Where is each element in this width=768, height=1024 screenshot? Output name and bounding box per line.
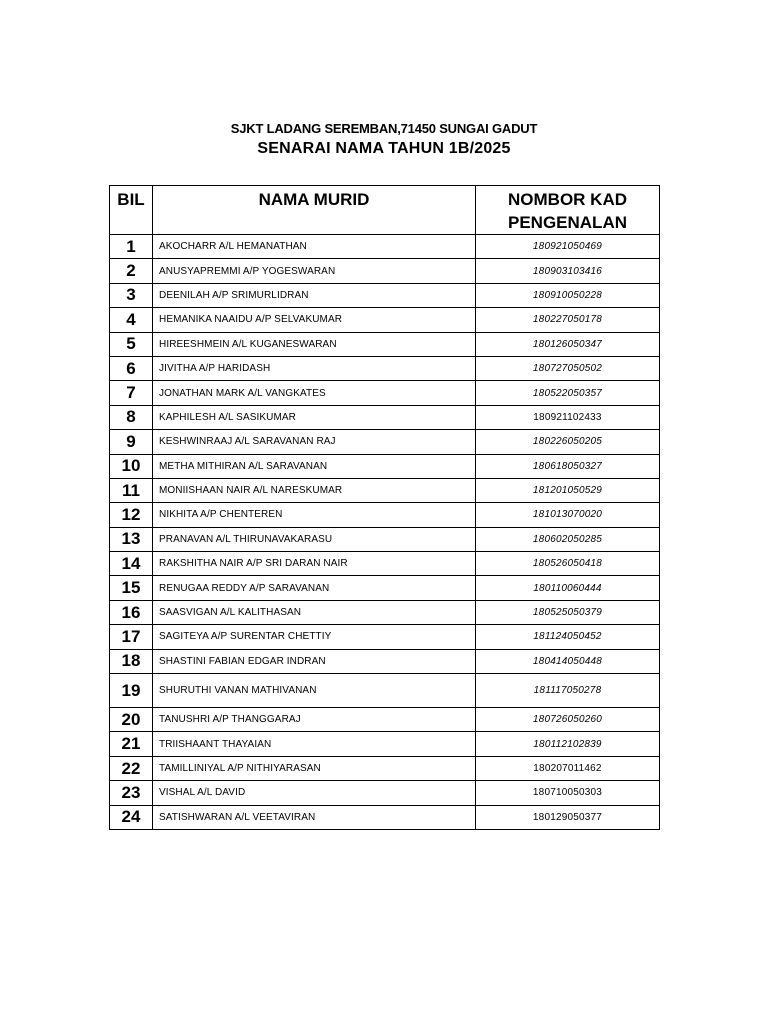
school-address: SJKT LADANG SEREMBAN,71450 SUNGAI GADUT: [230, 121, 538, 136]
row-number: 1: [110, 235, 153, 259]
ic-number: 180726050260: [476, 708, 660, 732]
student-name: SHURUTHI VANAN MATHIVANAN: [153, 674, 476, 708]
student-name: HEMANIKA NAAIDU A/P SELVAKUMAR: [153, 308, 476, 332]
row-number: 13: [110, 527, 153, 551]
table-row: [110, 503, 660, 527]
table-row: [110, 283, 660, 307]
column-header-name: NAMA MURID: [153, 186, 476, 235]
row-number: 22: [110, 756, 153, 780]
student-name: SAGITEYA A/P SURENTAR CHETTIY: [153, 625, 476, 649]
table-row: [110, 430, 660, 454]
row-number: 16: [110, 600, 153, 624]
table-row: [110, 356, 660, 380]
student-name: KESHWINRAAJ A/L SARAVANAN RAJ: [153, 430, 476, 454]
student-table: [109, 185, 660, 830]
row-number: 7: [110, 381, 153, 405]
row-number: 10: [110, 454, 153, 478]
student-name: SATISHWARAN A/L VEETAVIRAN: [153, 805, 476, 829]
ic-number: 180126050347: [476, 332, 660, 356]
student-name: NIKHITA A/P CHENTEREN: [153, 503, 476, 527]
student-name: HIREESHMEIN A/L KUGANESWARAN: [153, 332, 476, 356]
row-number: 15: [110, 576, 153, 600]
ic-number: 180525050379: [476, 600, 660, 624]
student-name: KAPHILESH A/L SASIKUMAR: [153, 405, 476, 429]
student-name: JIVITHA A/P HARIDASH: [153, 356, 476, 380]
table-row: [110, 625, 660, 649]
table-row: [110, 332, 660, 356]
student-name: PRANAVAN A/L THIRUNAVAKARASU: [153, 527, 476, 551]
ic-number: 180921102433: [476, 405, 660, 429]
table-row: [110, 576, 660, 600]
row-number: 4: [110, 308, 153, 332]
ic-number: 180602050285: [476, 527, 660, 551]
table-row: [110, 381, 660, 405]
student-name: SHASTINI FABIAN EDGAR INDRAN: [153, 649, 476, 673]
student-name: TRIISHAANT THAYAIAN: [153, 732, 476, 756]
table-header-row: [110, 186, 660, 235]
table-row: [110, 552, 660, 576]
row-number: 5: [110, 332, 153, 356]
ic-number: 181201050529: [476, 478, 660, 502]
table-row: [110, 805, 660, 829]
table-row: [110, 235, 660, 259]
student-name: RENUGAA REDDY A/P SARAVANAN: [153, 576, 476, 600]
ic-number: 181117050278: [476, 674, 660, 708]
row-number: 3: [110, 283, 153, 307]
row-number: 18: [110, 649, 153, 673]
ic-number: 180227050178: [476, 308, 660, 332]
student-name: VISHAL A/L DAVID: [153, 781, 476, 805]
ic-number: 180921050469: [476, 235, 660, 259]
ic-number: 181013070020: [476, 503, 660, 527]
row-number: 21: [110, 732, 153, 756]
ic-number: 180129050377: [476, 805, 660, 829]
ic-number: 180903103416: [476, 259, 660, 283]
row-number: 12: [110, 503, 153, 527]
student-name: AKOCHARR A/L HEMANATHAN: [153, 235, 476, 259]
table-row: [110, 259, 660, 283]
ic-number: 180910050228: [476, 283, 660, 307]
ic-number: 180522050357: [476, 381, 660, 405]
student-name: RAKSHITHA NAIR A/P SRI DARAN NAIR: [153, 552, 476, 576]
table-row: [110, 454, 660, 478]
ic-number: 180207011462: [476, 756, 660, 780]
ic-number: 180112102839: [476, 732, 660, 756]
table-row: [110, 600, 660, 624]
student-name: JONATHAN MARK A/L VANGKATES: [153, 381, 476, 405]
student-name: METHA MITHIRAN A/L SARAVANAN: [153, 454, 476, 478]
row-number: 24: [110, 805, 153, 829]
row-number: 17: [110, 625, 153, 649]
row-number: 8: [110, 405, 153, 429]
ic-number: 181124050452: [476, 625, 660, 649]
row-number: 2: [110, 259, 153, 283]
ic-number: 180526050418: [476, 552, 660, 576]
column-header-ic-line1: NOMBOR KAD: [508, 190, 627, 209]
ic-number: 180110060444: [476, 576, 660, 600]
row-number: 11: [110, 478, 153, 502]
student-name: SAASVIGAN A/L KALITHASAN: [153, 600, 476, 624]
student-name: MONIISHAAN NAIR A/L NARESKUMAR: [153, 478, 476, 502]
student-name: DEENILAH A/P SRIMURLIDRAN: [153, 283, 476, 307]
ic-number: 180226050205: [476, 430, 660, 454]
table-row: [110, 674, 660, 708]
row-number: 19: [110, 674, 153, 708]
ic-number: 180727050502: [476, 356, 660, 380]
table-row: [110, 308, 660, 332]
table-row: [110, 781, 660, 805]
row-number: 20: [110, 708, 153, 732]
column-header-ic: [476, 186, 660, 235]
table-row: [110, 527, 660, 551]
column-header-ic-line2: PENGENALAN: [507, 213, 627, 232]
table-row: [110, 732, 660, 756]
table-row: [110, 405, 660, 429]
ic-number: 180710050303: [476, 781, 660, 805]
column-header-bil: BIL: [110, 186, 153, 235]
page-title: SENARAI NAMA TAHUN 1B/2025: [257, 140, 511, 157]
ic-number: 180618050327: [476, 454, 660, 478]
table-row: [110, 649, 660, 673]
table-row: [110, 756, 660, 780]
student-name: ANUSYAPREMMI A/P YOGESWARAN: [153, 259, 476, 283]
student-name: TANUSHRI A/P THANGGARAJ: [153, 708, 476, 732]
row-number: 14: [110, 552, 153, 576]
ic-number: 180414050448: [476, 649, 660, 673]
student-name: TAMILLINIYAL A/P NITHIYARASAN: [153, 756, 476, 780]
row-number: 6: [110, 356, 153, 380]
table-row: [110, 708, 660, 732]
row-number: 9: [110, 430, 153, 454]
row-number: 23: [110, 781, 153, 805]
table-row: [110, 478, 660, 502]
